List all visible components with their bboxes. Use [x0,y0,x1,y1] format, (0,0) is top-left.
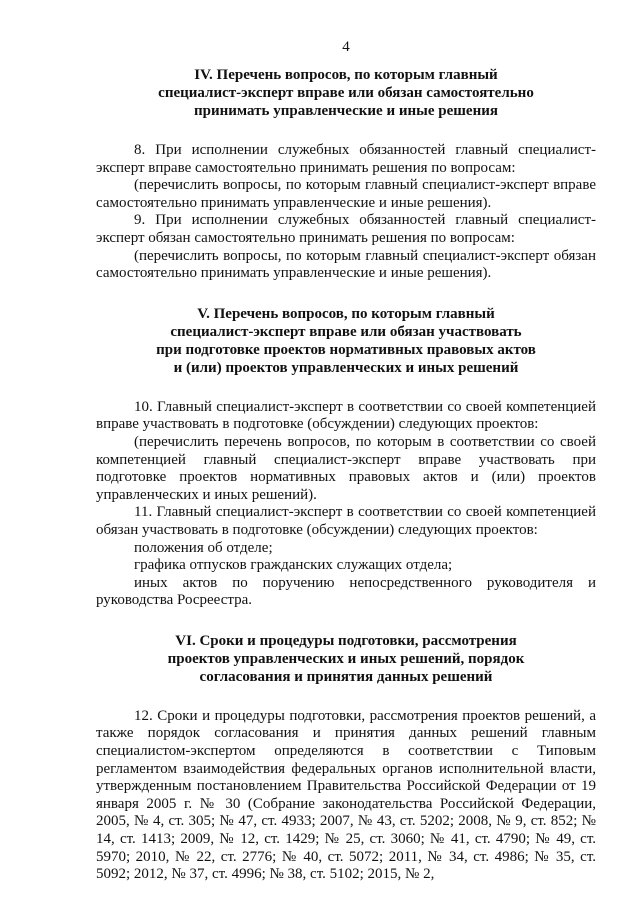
page-number: 4 [342,39,350,55]
paragraph-12: 12. Сроки и процедуры подготовки, рассмотрения проектов решений, а также порядок согласования и принятия данных решений главным специалистом-экспертом определяются в соответствии с Типовым регламентом взаимодействия федеральных органов исполнительной власти, утвержденным постановлением Правительства Российской Федерации от 19 января 2005 г. № 30 (Собрание законодательства Российской Федерации, 2005, № 4, ст. 305; № 47, ст. 4933; 2007, № 43, ст. 5202; 2008, № 9, ст. 852; № 14, ст. 1413; 2009, № 12, ст. 1429; № 25, ст. 3060; № 41, ст. 4790; № 49, ст. 5970; 2010, № 22, ст. 2776; № 40, ст. 5072; 2011, № 34, ст. 4986; № 35, ст. 5092; 2012, № 37, ст. 4996; № 38, ст. 5102; 2015, № 2, [96,707,596,883]
paragraph-10-note: (перечислить перечень вопросов, по которым в соответствии со своей компетенцией главный специалист-эксперт вправе участвовать при подготовке проектов нормативных правовых актов и (или) проектов управленческих и иных решений). [96,433,596,503]
heading-line: VI. Сроки и процедуры подготовки, рассмотрения [175,632,517,649]
section-heading-iv [96,66,596,120]
list-item: графика отпусков гражданских служащих отдела; [134,557,453,574]
section-heading-v [96,305,596,377]
paragraph-9-note: (перечислить вопросы, по которым главный специалист-эксперт обязан самостоятельно принимать управленческие и иные решения). [96,247,596,282]
paragraph-11: 11. Главный специалист-эксперт в соответствии со своей компетенцией обязан участвовать в подготовке (обсуждении) следующих проектов: [96,504,596,538]
heading-line: при подготовке проектов нормативных правовых актов [156,341,536,358]
heading-line: принимать управленческие и иные решения [194,103,498,119]
section-heading-vi [96,632,596,686]
list-item: иных актов по поручению непосредственного руководителя и руководства Росреестра. [96,574,596,609]
heading-line: V. Перечень вопросов, по которым главный [197,305,495,322]
heading-line: IV. Перечень вопросов, по которым главный [194,67,498,83]
paragraph-8: 8. При исполнении служебных обязанностей главный специалист-эксперт вправе самостоятельно принимать решения по вопросам: [96,142,596,176]
heading-line: специалист-эксперт вправе или обязан самостоятельно [158,85,534,101]
heading-line: и (или) проектов управленческих и иных решений [173,359,519,376]
list-item: положения об отделе; [134,539,273,556]
paragraph-8-note: (перечислить вопросы, по которым главный специалист-эксперт вправе самостоятельно принимать управленческие и иные решения). [96,177,596,211]
heading-line: специалист-эксперт вправе или обязан участвовать [170,323,522,340]
paragraph-10: 10. Главный специалист-эксперт в соответствии со своей компетенцией вправе участвовать в подготовке (обсуждении) следующих проектов: [96,398,596,433]
heading-line: согласования и принятия данных решений [199,668,493,685]
heading-line: проектов управленческих и иных решений, порядок [167,650,525,667]
paragraph-9: 9. При исполнении служебных обязанностей главный специалист-эксперт обязан самостоятельно принимать решения по вопросам: [96,212,596,246]
